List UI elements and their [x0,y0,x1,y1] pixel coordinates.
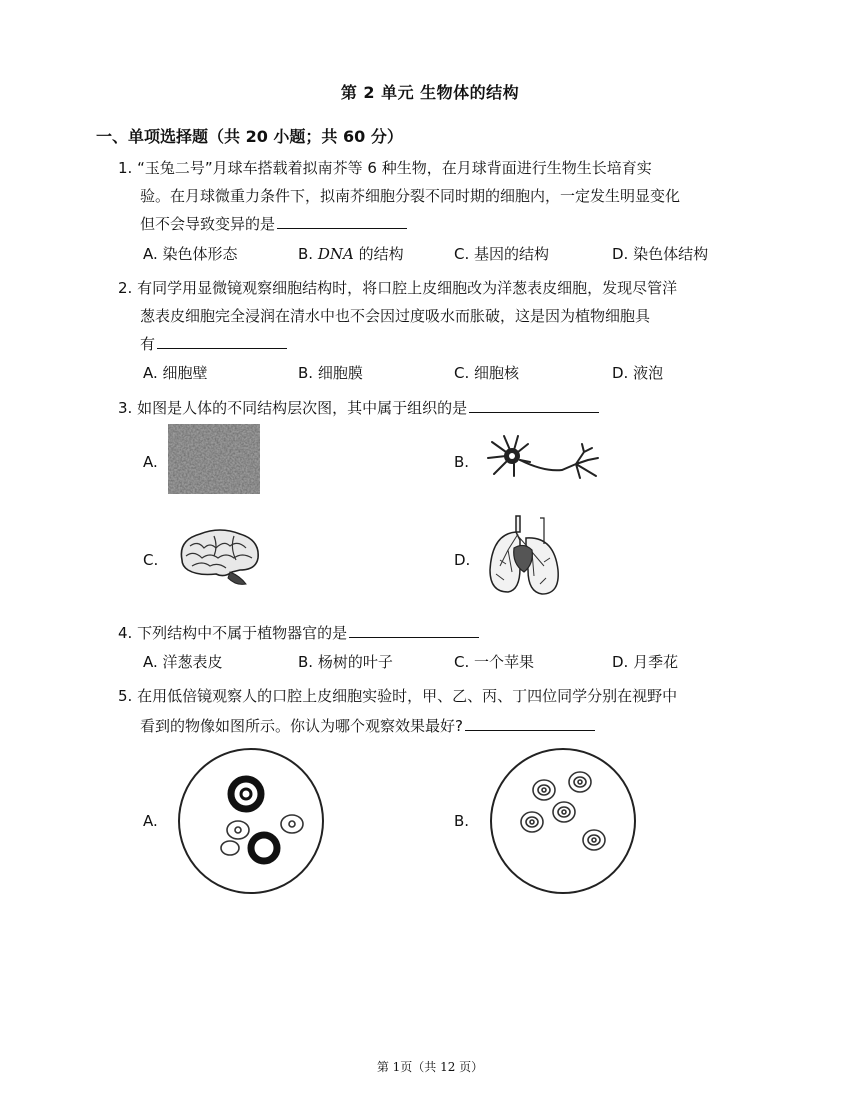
q1-line-3-text: 但不会导致变异的是 [140,215,276,233]
q3-option-b[interactable]: B. [454,453,470,471]
q2-line-3 [140,333,287,355]
q3-option-d[interactable]: D. [454,551,471,569]
q1-option-a[interactable]: A. 染色体形态 [143,245,238,263]
q2-option-a[interactable]: A. 细胞壁 [143,364,208,382]
q1-option-d[interactable]: D. 染色体结构 [612,245,709,263]
neuron-image [484,430,604,490]
q1-option-b-dna: DNA [317,245,354,263]
q2-line-2: 葱表皮细胞完全浸润在清水中也不会因过度吸水而胀破，这是因为植物细胞具 [140,307,651,325]
q1-line-1: 1. “玉兔二号”月球车搭载着拟南芥等 6 种生物，在月球背面进行生物生长培育实 [118,159,652,177]
q2-line-1: 2. 有同学用显微镜观察细胞结构时，将口腔上皮细胞改为洋葱表皮细胞，发现尽管洋 [118,279,678,297]
page-title: 第 2 单元 生物体的结构 [340,83,520,102]
q1-option-b-prefix: B. [298,245,318,263]
q5-option-a[interactable]: A. [143,812,158,830]
q3-line-1 [118,397,599,419]
microscope-view-b [486,746,640,896]
q3-answer-blank[interactable] [469,398,599,413]
q1-option-b[interactable] [298,243,404,264]
brain-image [174,526,264,588]
q3-option-c[interactable]: C. [143,551,159,569]
q2-option-c[interactable]: C. 细胞核 [454,364,520,382]
q4-option-c[interactable]: C. 一个苹果 [454,653,535,671]
q3-line-1-text: 3. 如图是人体的不同结构层次图，其中属于组织的是 [118,399,468,417]
q2-option-b[interactable]: B. 细胞膜 [298,364,363,382]
q4-option-b[interactable]: B. 杨树的叶子 [298,653,393,671]
tissue-image [168,424,260,494]
section-heading: 一、单项选择题（共 20 小题；共 60 分） [96,127,403,146]
q4-line-1-text: 4. 下列结构中不属于植物器官的是 [118,624,348,642]
q1-option-c[interactable]: C. 基因的结构 [454,245,550,263]
q4-line-1 [118,622,479,644]
q4-option-a[interactable]: A. 洋葱表皮 [143,653,223,671]
q2-line-3-text: 有 [140,335,156,353]
q4-answer-blank[interactable] [349,623,479,638]
q5-line-2 [140,715,595,737]
lungs-heart-image [486,514,564,598]
microscope-view-a [174,746,328,896]
q2-answer-blank[interactable] [157,334,287,349]
q1-line-3 [140,213,407,235]
q5-line-2-text: 看到的物像如图所示。你认为哪个观察效果最好? [140,717,463,735]
q4-option-d[interactable]: D. 月季花 [612,653,679,671]
q1-line-2: 验。在月球微重力条件下，拟南芥细胞分裂不同时期的细胞内，一定发生明显变化 [140,187,681,205]
q1-option-b-suffix: 的结构 [353,245,404,263]
q5-option-b[interactable]: B. [454,812,470,830]
q3-option-a[interactable]: A. [143,453,158,471]
page-footer: 第 1页（共 12 页） [376,1060,484,1074]
q1-answer-blank[interactable] [277,214,407,229]
q5-answer-blank[interactable] [465,716,595,731]
q2-option-d[interactable]: D. 液泡 [612,364,664,382]
q5-line-1: 5. 在用低倍镜观察人的口腔上皮细胞实验时，甲、乙、丙、丁四位同学分别在视野中 [118,687,678,705]
